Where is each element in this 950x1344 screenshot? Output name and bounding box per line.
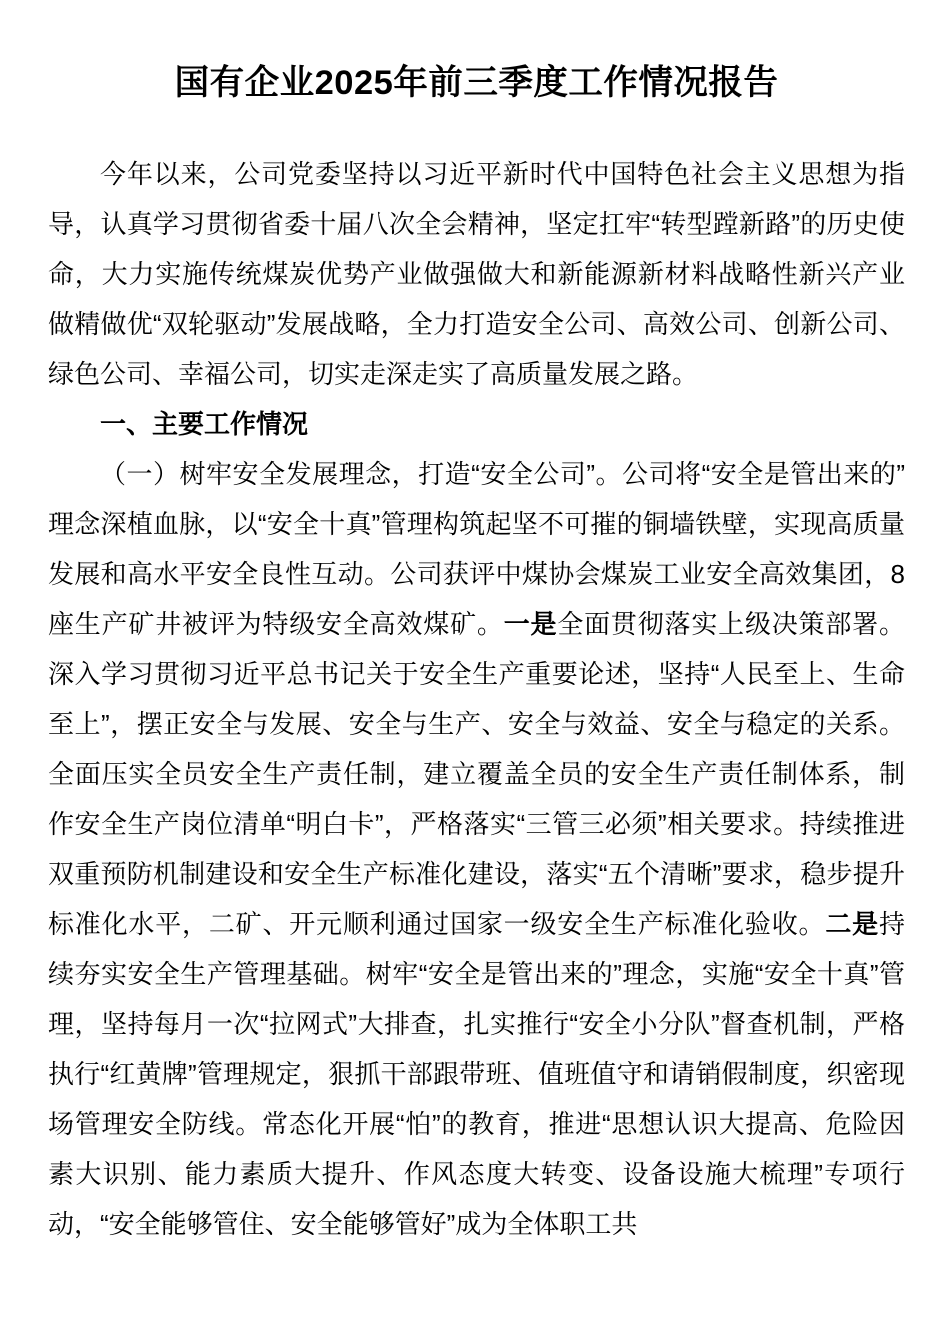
run-text: （一）树牢安全发展理念，打造“安全公司”。公司将“安全是管出来的”理念深植血脉，以“安全十真”管理构筑起坚不可摧的铜墙铁壁，实现高质量发展和高水平安全良性互动。公司获评中煤协会煤炭工业安全高效集团，8座生产矿井被评为特级安全高效煤矿。 xyxy=(48,459,905,640)
run-text: 持续夯实安全生产管理基础。树牢“安全是管出来的”理念，实施“安全十真”管理，坚持每月一次“拉网式”大排查，扎实推行“安全小分队”督查机制，严格执行“红黄牌”管理规定，狠抓干部跟带班、值班值守和请销假制度，织密现场管理安全防线。常态化开展“怕”的教育，推进“思想认识大提高、危险因素大识别、能力素质大提升、作风态度大转变、设备设施大梳理”专项行动，“安全能够管住、安全能够管好”成为全体职工共 xyxy=(48,909,905,1240)
run-emphasis-second: 二是 xyxy=(825,909,879,940)
document-body xyxy=(48,149,905,1249)
page-title: 国有企业2025年前三季度工作情况报告 xyxy=(174,64,779,102)
document-content-area xyxy=(48,0,905,1249)
paragraph-safety-company xyxy=(48,449,905,1249)
paragraph-opening: 今年以来，公司党委坚持以习近平新时代中国特色社会主义思想为指导，认真学习贯彻省委十届八次全会精神，坚定扛牢“转型蹚新路”的历史使命，大力实施传统煤炭优势产业做强做大和新能源新材料战略性新兴产业做精做优“双轮驱动”发展战略，全力打造安全公司、高效公司、创新公司、绿色公司、幸福公司，切实走深走实了高质量发展之路。 xyxy=(48,159,905,390)
section-heading-main-work: 一、主要工作情况 xyxy=(100,409,309,440)
run-emphasis-first: 一是 xyxy=(503,609,558,640)
run-text: 全面贯彻落实上级决策部署。深入学习贯彻习近平总书记关于安全生产重要论述，坚持“人民至上、生命至上”，摆正安全与发展、安全与生产、安全与效益、安全与稳定的关系。全面压实全员安全生产责任制，建立覆盖全员的安全生产责任制体系，制作安全生产岗位清单“明白卡”，严格落实“三管三必须”相关要求。持续推进双重预防机制建设和安全生产标准化建设，落实“五个清晰”要求，稳步提升标准化水平，二矿、开元顺利通过国家一级安全生产标准化验收。 xyxy=(48,609,905,940)
